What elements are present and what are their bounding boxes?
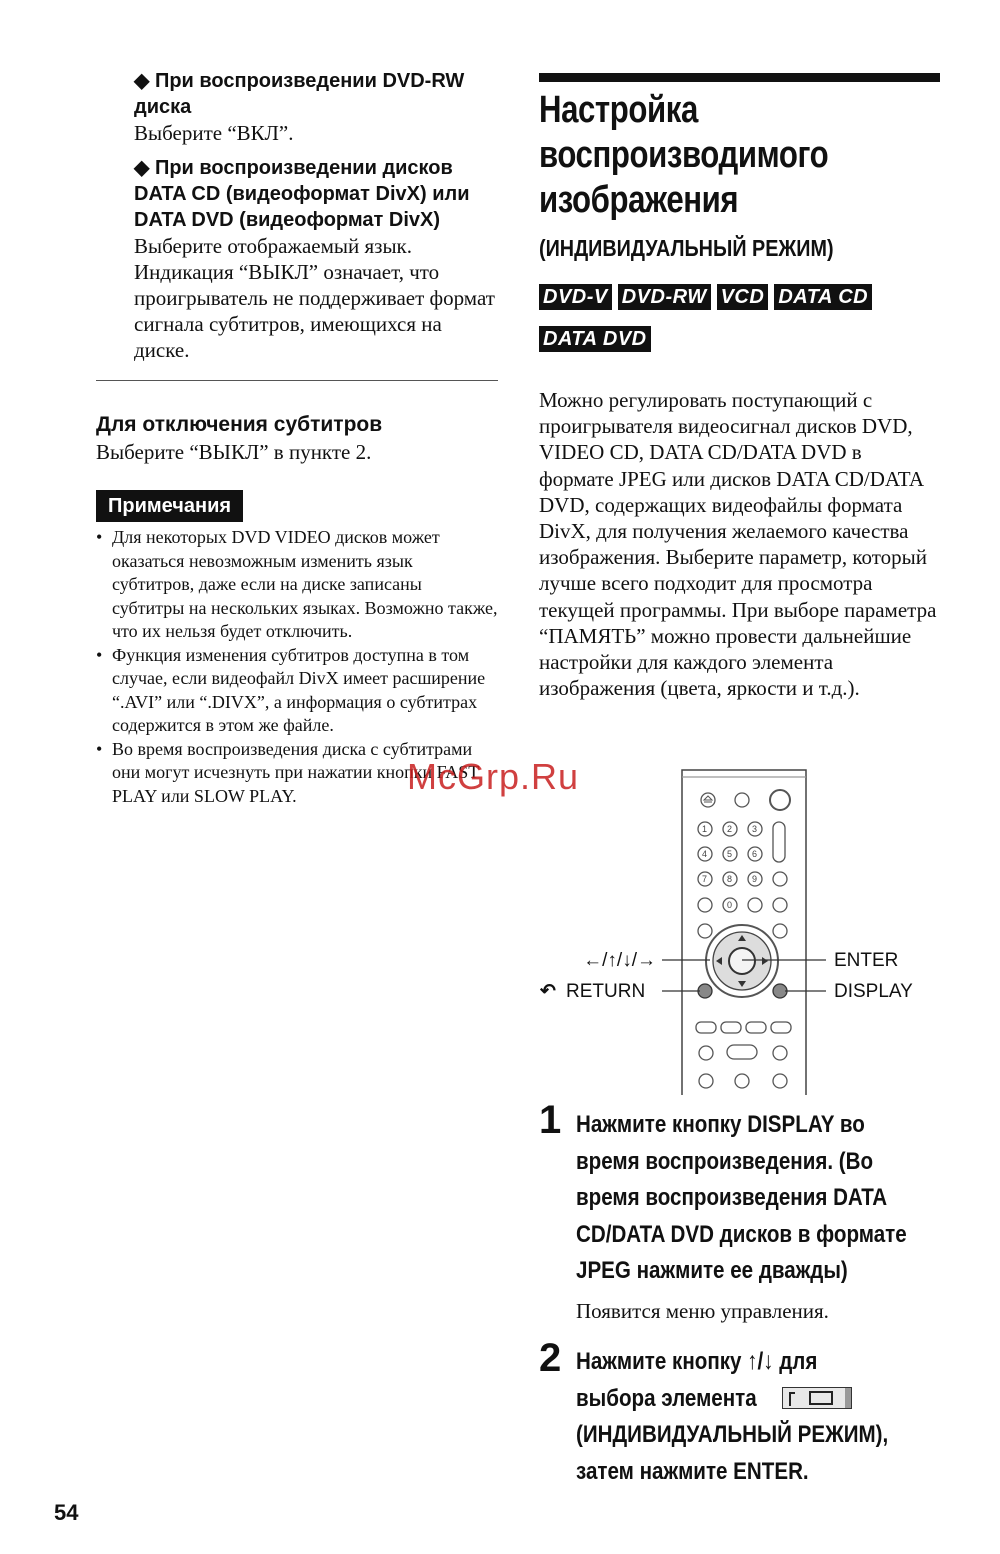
step-line: время воспроизведения. (Во: [576, 1147, 874, 1175]
step-line: CD/DATA DVD дисков в формате: [576, 1220, 907, 1248]
divx-heading: ◆ При воспроизведении дисков DATA CD (видеоформат DivX) или DATA DVD (видеоформат DivX): [134, 157, 470, 231]
dvd-rw-heading: ◆ При воспроизведении DVD-RW диска: [134, 70, 465, 118]
return-callout: [540, 981, 645, 1003]
badge-dvd-rw: DVD-RW: [618, 284, 711, 310]
step-1-result: Появится меню управления.: [576, 1299, 829, 1323]
subtitles-off-body: Выберите “ВЫКЛ” в пункте 2.: [96, 440, 372, 464]
intro-paragraph: Можно регулировать поступающий с проигрывателя видеосигнал дисков DVD, VIDEO CD, DATA CD/DATA DVD в формате JPEG или дисков DATA CD/DATA DVD, содержащих видеофайлы формата DivX, для получения желаемого качества изображения. Выберите параметр, который лучше всего подходит для просмотра текущей программы. При выборе параметра “ПАМЯТЬ” можно провести дальнейшие настройки для каждого элемента изображения (цвета, яркости и т.д.).: [539, 388, 937, 701]
step-line: JPEG нажмите ее дважды): [576, 1257, 848, 1284]
title-line: изображения: [539, 179, 739, 221]
svg-text:1: 1: [702, 824, 708, 834]
svg-text:4: 4: [702, 849, 708, 859]
subtitles-off-heading: Для отключения субтитров: [96, 413, 383, 436]
section-title: [539, 88, 959, 223]
badge-data-dvd: DATA DVD: [539, 326, 651, 352]
svg-text:5: 5: [727, 849, 733, 859]
note-item: • Для некоторых DVD VIDEO дисков может оказаться невозможным изменить язык субтитров, даже если на диске записаны субтитры на нескольких языках. Возможно также, что их нельзя будет отключить.: [96, 526, 498, 644]
step-line: (ИНДИВИДУАЛЬНЫЙ РЕЖИМ),: [576, 1421, 889, 1448]
custom-picture-mode-icon: [782, 1387, 852, 1409]
svg-text:8: 8: [727, 874, 733, 884]
step-line: Нажмите кнопку ↑/↓ для: [576, 1348, 818, 1375]
notes-label: Примечания: [96, 490, 243, 522]
disc-badges-row2: [539, 326, 657, 352]
step-line: выбора элемента: [576, 1384, 757, 1412]
note-item: • Во время воспроизведения диска с субтитрами они могут исчезнуть при нажатии кнопки FAST PLAY или SLOW PLAY.: [96, 738, 498, 809]
step-2-instruction: [576, 1344, 948, 1490]
step-line: время воспроизведения DATA: [576, 1184, 888, 1211]
step-line: затем нажмите ENTER.: [576, 1457, 809, 1485]
badge-dvd-v: DVD-V: [539, 284, 612, 310]
svg-text:0: 0: [727, 900, 733, 910]
display-label: DISPLAY: [834, 981, 913, 1002]
remote-illustration: [530, 765, 950, 1095]
disc-badges: [539, 284, 939, 310]
note-item: • Функция изменения субтитров доступна в том случае, если видеофайл DivX имеет расширение “.AVI” или “.DIVX”, а информация о субтитрах содержится в этом же файле.: [96, 644, 498, 738]
step-2-number: 2: [539, 1336, 562, 1380]
section-subtitle: (ИНДИВИДУАЛЬНЫЙ РЕЖИМ): [539, 235, 834, 261]
step-line: Нажмите кнопку DISPLAY во: [576, 1111, 865, 1138]
divx-body: Выберите отображаемый язык. Индикация “ВЫКЛ” означает, что проигрыватель не поддерживает формат сигнала субтитров, имеющихся на диске.: [134, 234, 495, 362]
badge-data-cd: DATA CD: [774, 284, 872, 310]
step-1-instruction: [576, 1107, 970, 1290]
title-line: Настройка: [539, 89, 698, 131]
svg-text:3: 3: [752, 824, 758, 834]
svg-text:2: 2: [727, 824, 733, 834]
step-1-number: 1: [539, 1098, 562, 1142]
watermark: McGrp.Ru: [407, 756, 580, 797]
return-icon: ↶: [540, 981, 556, 1002]
page-number: 54: [54, 1500, 79, 1525]
dvd-rw-body: Выберите “ВКЛ”.: [134, 121, 294, 145]
left-column: [96, 68, 498, 808]
svg-text:9: 9: [752, 874, 758, 884]
badge-vcd: VCD: [717, 284, 769, 310]
return-label: RETURN: [566, 981, 646, 1002]
svg-text:7: 7: [702, 874, 708, 884]
title-line: воспроизводимого: [539, 134, 829, 176]
section-rule: [539, 73, 940, 82]
enter-label: ENTER: [834, 950, 899, 971]
svg-text:6: 6: [752, 849, 758, 859]
section-divider: [96, 380, 498, 381]
arrow-buttons-label: ←/↑/↓/→: [583, 950, 656, 971]
